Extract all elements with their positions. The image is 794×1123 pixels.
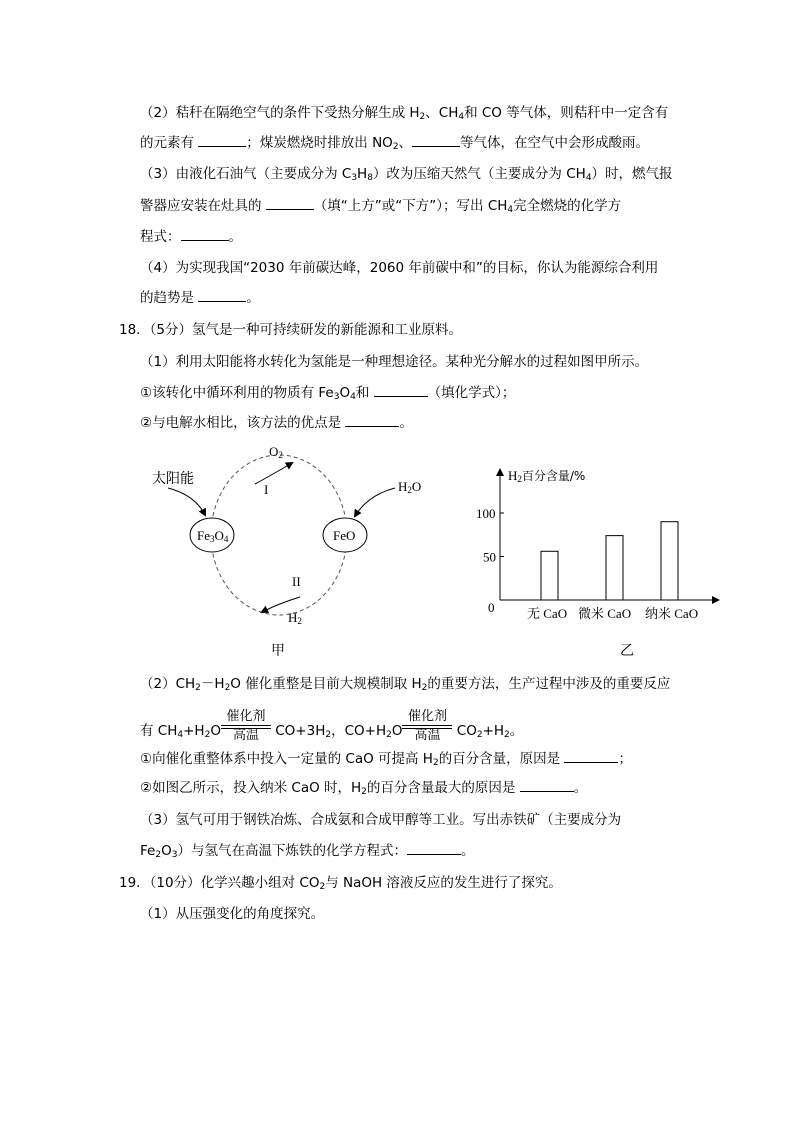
q18-heading: 18．（5分）氢气是一种可持续研发的新能源和工业原料。 (119, 322, 463, 338)
bar-0 (541, 551, 558, 600)
caption-jia: 甲 (271, 643, 285, 659)
h2-label: H2 (288, 610, 302, 626)
caption-yi: 乙 (620, 643, 634, 659)
feo-label: FeO (333, 528, 356, 543)
y-tick-label: 100 (476, 506, 496, 521)
x-tick-label: 纳米 CaO (645, 606, 699, 621)
y-axis-label: H2百分含量/% (508, 468, 586, 484)
x-tick-label: 微米 CaO (578, 606, 632, 621)
q18-part1: （1）利用太阳能将水转化为氢能是一种理想途径。某种光分解水的过程如图甲所示。 (140, 354, 649, 370)
reaction-condition: 催化剂 高温 (402, 722, 452, 740)
step-2-label: II (292, 574, 301, 589)
bar-1 (606, 536, 623, 600)
q18-part1-q2: ②与电解水相比，该方法的优点是 。 (140, 415, 413, 431)
q18-part3-line2: $Fe_2O_3$）与氢气在高温下炼铁的化学方程式： 。 (140, 843, 475, 860)
y-tick-label: 50 (483, 549, 496, 565)
y-tick-label: 0 (488, 600, 495, 615)
q18-reaction-equations: 有 $CH_4+H_2O$ 催化剂 高温 $CO+3H_2$，$CO+H_2O$ 催化剂 高温 $CO_2+H_2$。 (140, 709, 524, 743)
chart-yi (476, 468, 718, 659)
q17-part3-line1: （3）由液化石油气（主要成分为 $C_3H_8$）改为压缩天然气（主要成分为 $CH_4$）时，燃气报 (140, 166, 673, 183)
solar-arrow (168, 488, 205, 515)
q17-part3-line3: 程式： 。 (140, 229, 242, 245)
q18-part2-q1: ①向催化重整体系中投入一定量的 CaO 可提高 $H_2$的百分含量，原因是 ； (140, 751, 632, 768)
o2-label: O2 (269, 444, 283, 460)
fe3o4-label: Fe3O4 (197, 528, 229, 544)
h2o-label: H2O (398, 479, 422, 495)
step-1-label: I (264, 482, 269, 497)
answer-blank[interactable] (564, 750, 618, 763)
answer-blank[interactable] (407, 842, 461, 855)
q18-part1-q1: ①该转化中循环利用的物质有 $Fe_3O_4$和 （填化学式）； (140, 385, 516, 402)
h2o-arrow (355, 488, 395, 516)
q17-part2-line1: （2）秸秆在隔绝空气的条件下受热分解生成 $H_2$、$CH_4$和 CO 等气体，则秸秆中一定含有 (140, 105, 669, 122)
q19-part1: （1）从压强变化的角度探究。 (140, 906, 325, 922)
reaction-condition: 催化剂 高温 (221, 722, 271, 740)
q18-part3-line1: （3）氢气可用于钢铁冶炼、合成氨和合成甲醇等工业。写出赤铁矿（主要成分为 (140, 812, 622, 828)
solar-label: 太阳能 (152, 471, 194, 487)
q17-part3-line2: 警器应安装在灶具的 （填“上方”或“下方”）；写出 $CH_4$完全燃烧的化学方 (140, 198, 622, 215)
q17-part4-line2: 的趋势是 。 (140, 290, 260, 306)
q18-part2-q2: ②如图乙所示，投入纳米 CaO 时，$H_2$的百分含量最大的原因是 。 (140, 780, 588, 797)
q17-part2-line2: 的元素有 ；煤炭燃烧时排放出 $NO_2$、 等气体，在空气中会形成酸雨。 (140, 135, 650, 152)
q17-part4-line1: （4）为实现我国“2030 年前碳达峰，2060 年前碳中和”的目标，你认为能源综合利用 (140, 260, 659, 276)
o2-arrow (255, 463, 292, 484)
answer-blank[interactable] (520, 779, 574, 792)
q18-part2-line1: $(2)CH_2-H_2O$ 催化重整是目前大规模制取 $H_2$的重要方法，生产过程中涉及的重要反应 (140, 676, 671, 693)
x-tick-label: 无 CaO (527, 606, 568, 621)
q19-heading: 19．（10分）化学兴趣小组对 $CO_2$与 NaOH 溶液反应的发生进行了探究。 (119, 875, 562, 892)
bar-2 (661, 522, 678, 600)
